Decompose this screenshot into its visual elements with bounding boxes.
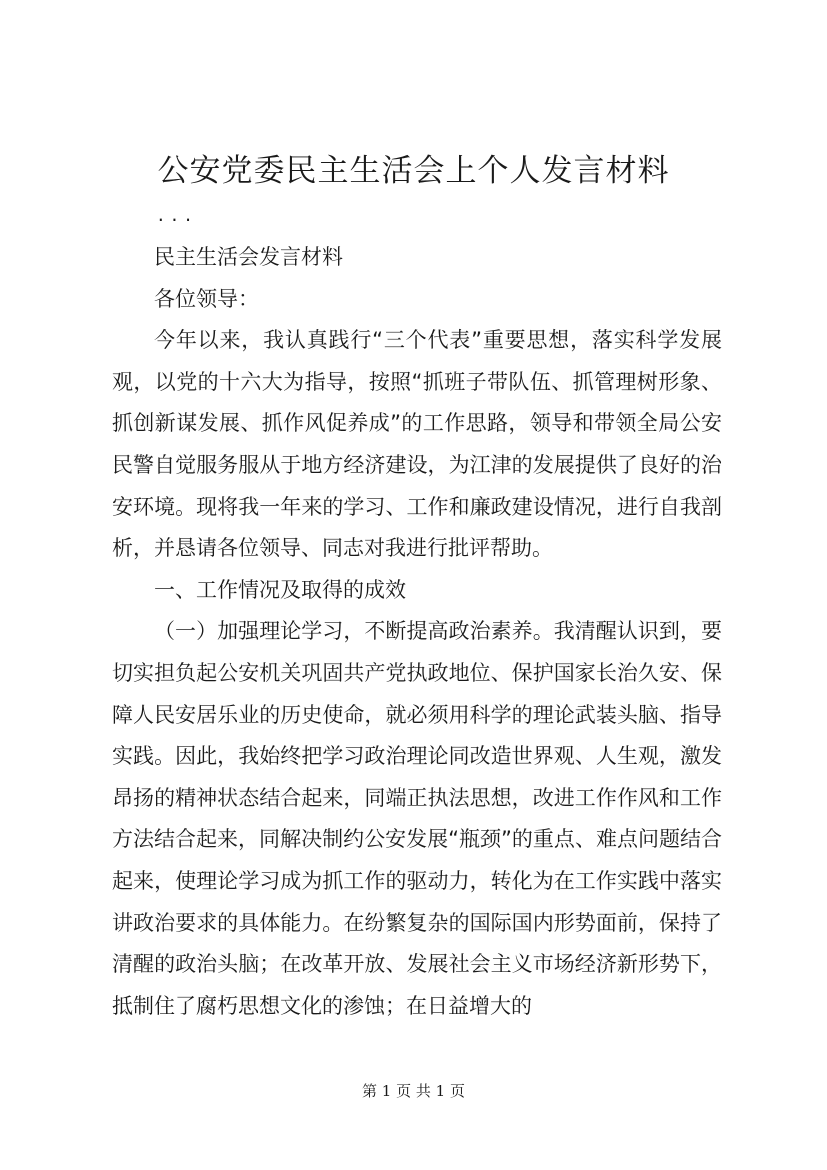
section-heading: 一、工作情况及取得的成效	[154, 577, 406, 602]
page-footer: 第 1 页 共 1 页	[362, 1082, 465, 1100]
paragraph-intro: 今年以来，我认真践行“三个代表”重要思想，落实科学发展观，以党的十六大为指导，按照“抓班子带队伍、抓管理树形象、抓创新谋发展、抓作风促养成”的工作思路，领导和带领全局公安民警自觉服务服从于地方经济建设，为江津的发展提供了良好的治安环境。现将我一年来的学习、工作和廉政建设情况，进行自我剖析，并恳请各位领导、同志对我进行批评帮助。	[112, 328, 722, 561]
paragraph-salutation: 各位领导：	[154, 286, 259, 311]
document-body	[112, 237, 722, 1027]
paragraph-subtitle: 民主生活会发言材料	[154, 245, 343, 269]
paragraph-section-1: （一）加强理论学习，不断提高政治素养。我清醒认识到，要切实担负起公安机关巩固共产党执政地位、保护国家长治久安、保障人民安居乐业的历史使命，就必须用科学的理论武装头脑、指导实践。因此，我始终把学习政治理论同改造世界观、人生观，激发昂扬的精神状态结合起来，同端正执法思想，改进工作作风和工作方法结合起来，同解决制约公安发展“瓶颈”的重点、难点问题结合起来，使理论学习成为抓工作的驱动力，转化为在工作实践中落实讲政治要求的具体能力。在纷繁复杂的国际国内形势面前，保持了清醒的政治头脑；在改革开放、发展社会主义市场经济新形势下，抵制住了腐朽思想文化的渗蚀；在日益增大的	[112, 619, 722, 1018]
document-title: 公安党委民主生活会上个人发言材料	[157, 153, 670, 189]
ellipsis-marker: ...	[156, 206, 197, 225]
